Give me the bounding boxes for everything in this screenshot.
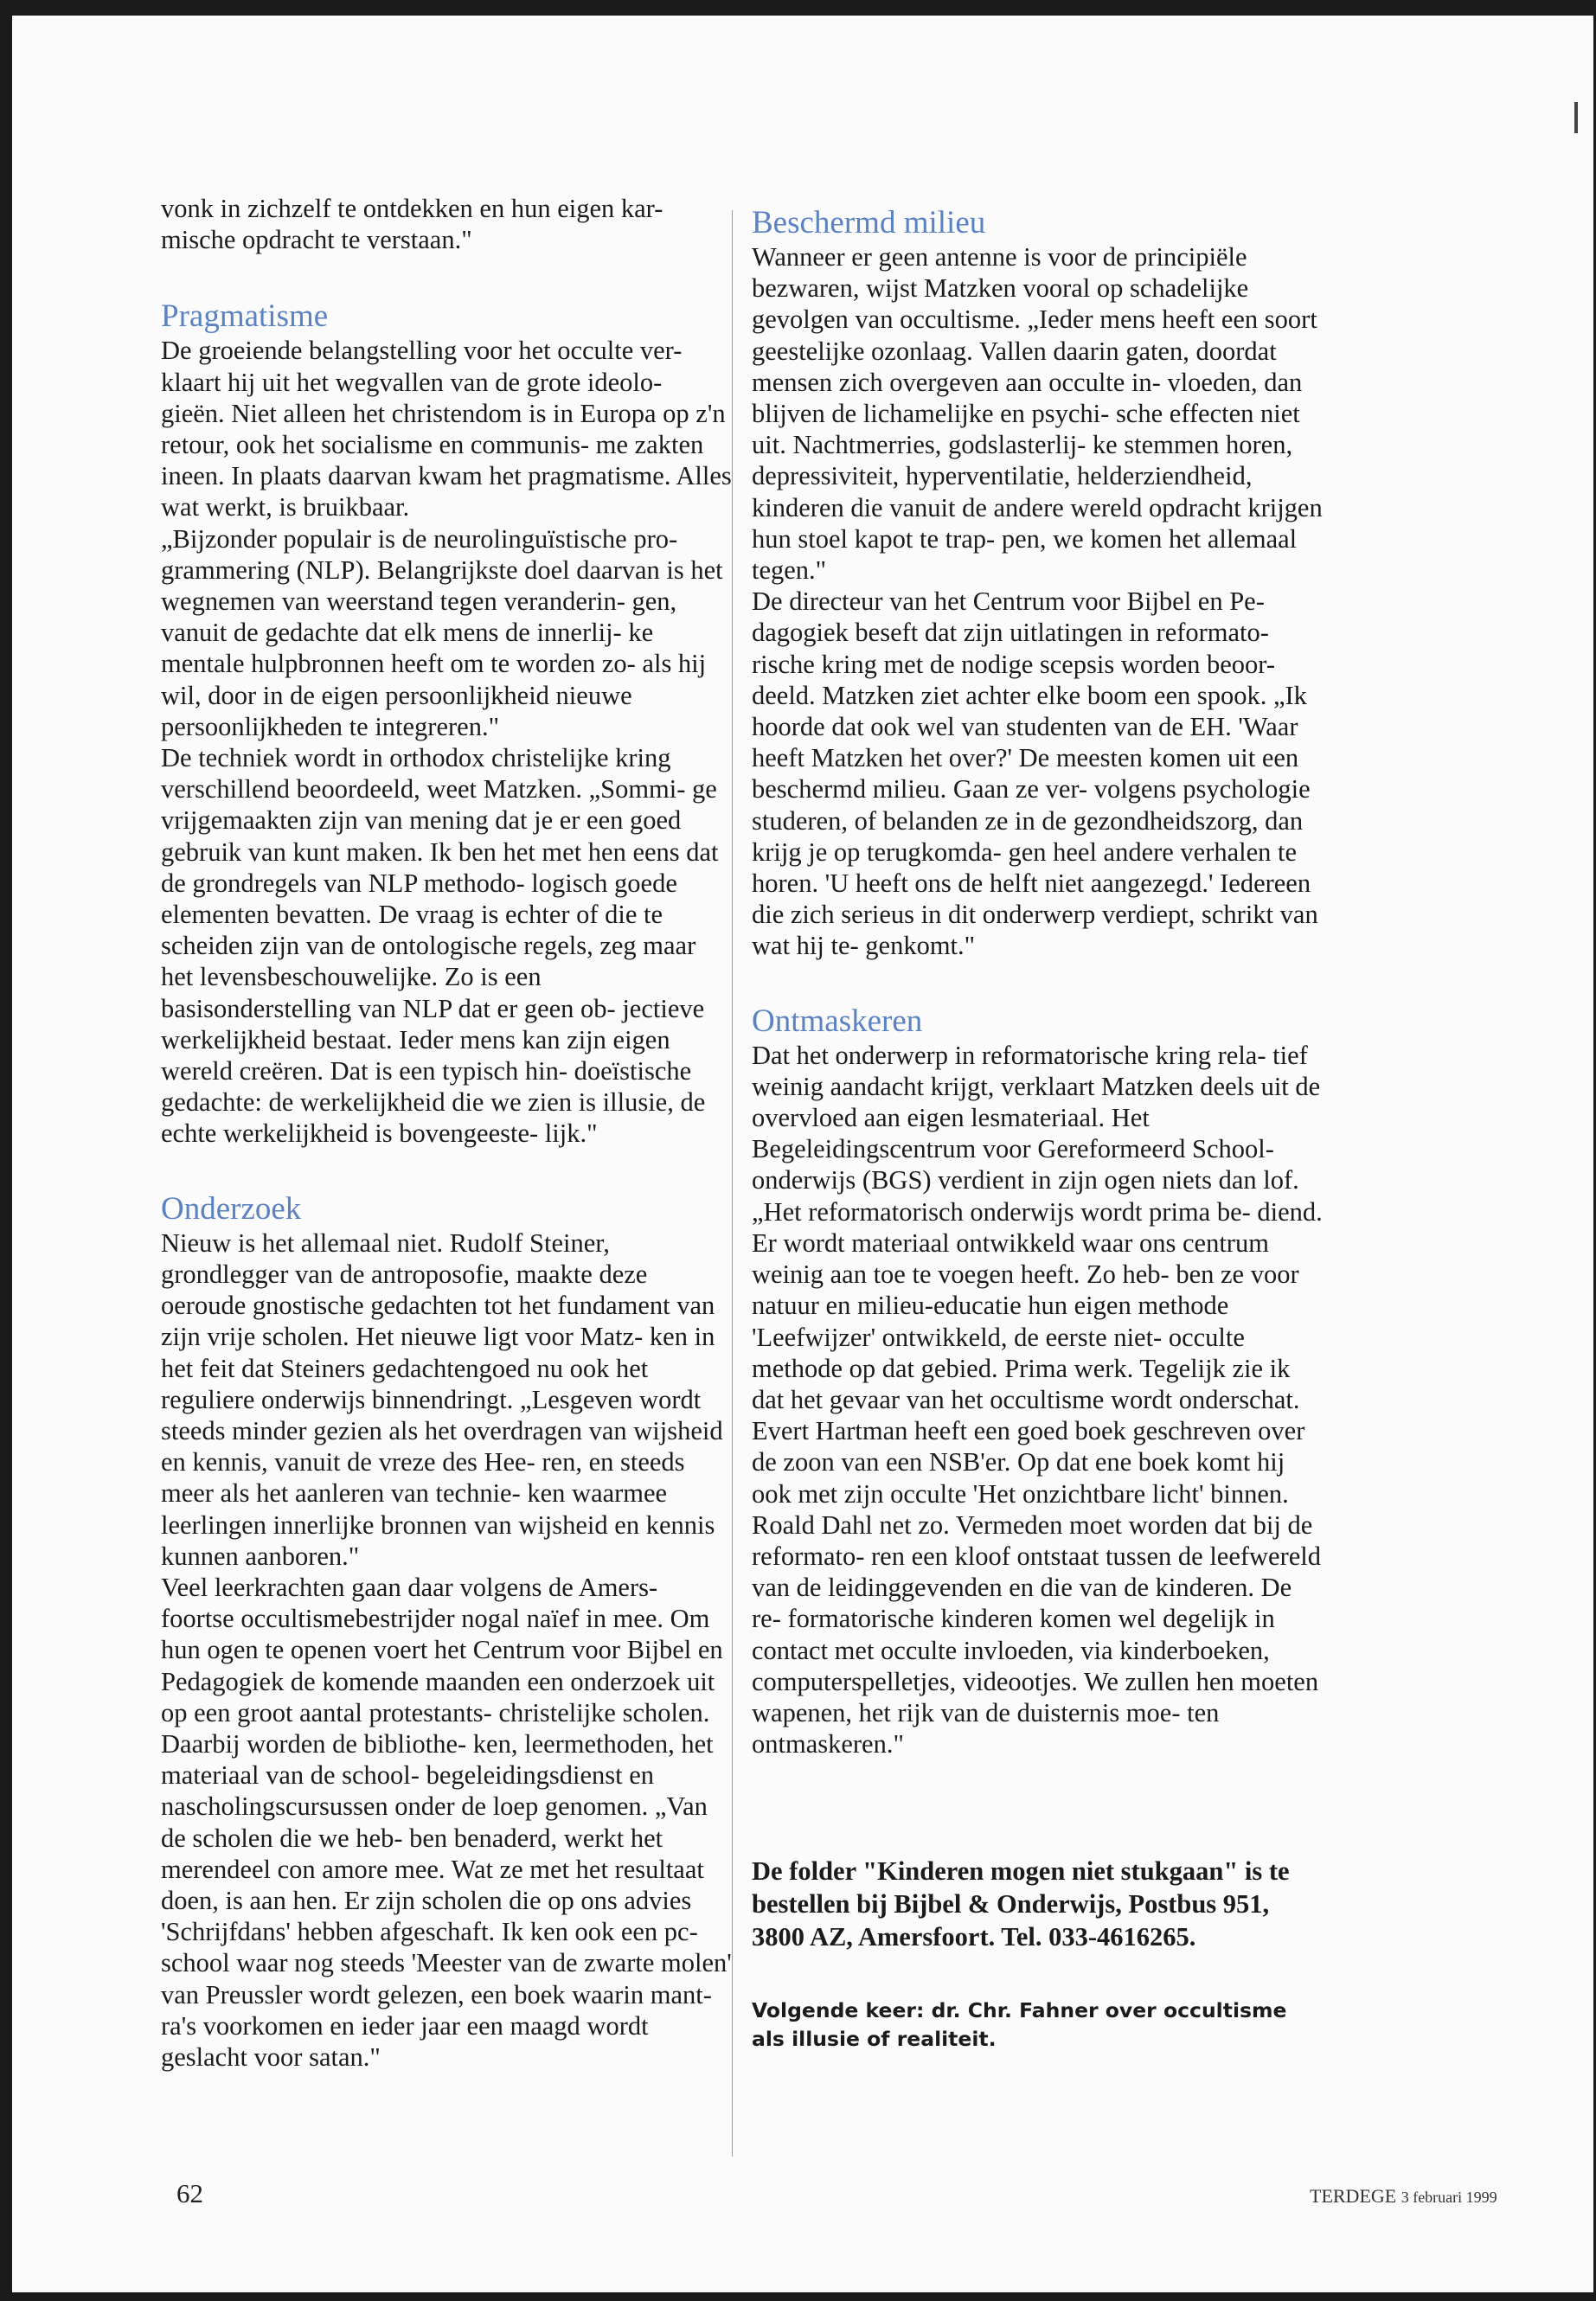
pragmatisme-paragraph-1: De groeiende belangstelling voor het occulte ver- klaart hij uit het wegvallen van de grote ideolo- gieën. Niet alleen het christendom is in Europa op z'n retour, ook het socialisme en communis- me zakten ineen. In plaats daarvan kwam het pragmatisme. Alles wat werkt, is bruikbaar.	[161, 336, 732, 522]
right-column	[752, 193, 1323, 2054]
onderzoek-paragraph-2: Veel leerkrachten gaan daar volgens de Amers- foortse occultismebestrijder nogal naïef in mee. Om hun ogen te openen voert het Centrum voor Bijbel en Pedagogiek de komende maanden een onderzoek uit op een groot aantal protestants- christelijke scholen. Daarbij worden de bibliothe- ken, leermethoden, het materiaal van de school- begeleidingsdienst en nascholingscursussen onder de loep genomen. „Van de scholen die we heb- ben benaderd, werkt het merendeel con amore mee. Wat ze met het resultaat doen, is aan hen. Er zijn scholen die op ons advies 'Schrijfdans' hebben afgeschaft. Ik ken ook een pc-school waar nog steeds 'Meester van de zwarte molen' van Preussler wordt gelezen, een boek waarin mant- ra's voorkomen en ieder jaar een maagd wordt geslacht voor satan."	[161, 1572, 732, 2072]
pragmatisme-paragraph-2: „Bijzonder populair is de neurolinguïstische pro- grammering (NLP). Belangrijkste doel daarvan is het wegnemen van weerstand tegen veranderin- gen, vanuit de gedachte dat elk mens de innerlij- ke mentale hulpbronnen heeft om te worden zo- als hij wil, door in de eigen persoonlijkheid nieuwe persoonlijkheden te integreren."	[161, 523, 723, 741]
issue-date: 3 februari 1999	[1401, 2189, 1497, 2206]
column-divider	[732, 210, 733, 2157]
left-column	[161, 193, 732, 2073]
folder-notice: De folder "Kinderen mogen niet stukgaan" is te bestellen bij Bijbel & Onderwijs, Postbus 951, 3800 AZ, Amersfoort. Tel. 033-4616265.	[752, 1856, 1290, 1952]
onderzoek-paragraph-1: Nieuw is het allemaal niet. Rudolf Steiner, grondlegger van de antroposofie, maakte deze oeroude gnostische gedachten tot het fundament van zijn vrije scholen. Het nieuwe ligt voor Matz- ken in het feit dat Steiners gedachtengoed nu ook het reguliere onderwijs binnendringt. „Lesgeven wordt steeds minder gezien als het overdragen van wijsheid en kennis, vanuit de vreze des Hee- ren, en steeds meer als het aanleren van techniе- ken waarmee leerlingen innerlijke bronnen van wijsheid en kennis kunnen aanboren."	[161, 1227, 723, 1571]
heading-beschermd-milieu: Beschermd milieu	[752, 205, 986, 240]
next-time-teaser: Volgende keer: dr. Chr. Fahner over occultisme als illusie of realiteit.	[752, 1998, 1287, 2052]
heading-onderzoek: Onderzoek	[161, 1190, 302, 1227]
beschermd-paragraph-1: Wanneer er geen antenne is voor de principiële bezwaren, wijst Matzken vooral op schadelijke gevolgen van occultisme. „Ieder mens heeft een soort geestelijke ozonlaag. Vallen daarin gaten, doordat mensen zich overgeven aan occulte in- vloeden, dan blijven de lichamelijke en psychi- sche effecten niet uit. Nachtmerries, godslasterlij- ke stemmen horen, depressiviteit, hyperventilatie, helderziendheid, kinderen die vanuit de andere wereld opdracht krijgen hun stoel kapot te trap- pen, we komen het allemaal tegen."	[752, 242, 1323, 586]
page-number: 62	[176, 2178, 203, 2208]
intro-paragraph: vonk in zichzelf te ontdekken en hun eigen kar- mische opdracht te verstaan."	[161, 194, 663, 255]
magazine-page	[12, 16, 1593, 2292]
heading-ontmaskeren: Ontmaskeren	[752, 1003, 923, 1039]
edge-mark	[1574, 102, 1578, 133]
heading-pragmatisme: Pragmatisme	[161, 298, 329, 335]
ontmaskeren-paragraph-2: „Het reformatorisch onderwijs wordt prima be- diend. Er wordt materiaal ontwikkeld waar ons centrum weinig aan toe te voegen heeft. Zo heb- ben ze voor natuur en milieu-educatie hun eigen methode 'Leefwijzer' ontwikkeld, de eerste niet- occulte methode op dat gebied. Prima werk. Tegelijk zie ik dat het gevaar van het occultisme wordt onderschat. Evert Hartman heeft een goed boek geschreven over de zoon van een NSB'er. Op dat ene boek komt hij ook met zijn occulte 'Het onzichtbare licht' binnen. Roald Dahl net zo. Vermeden moet worden dat bij de reformato- ren een kloof ontstaat tussen de leefwereld van de leidinggevenden en die van de kinderen. De re- formatorische kinderen komen wel degelijk in contact met occulte invloeden, via kinderboeken, computerspelletjes, videootjes. We zullen hen moeten wapenen, het rijk van de duisternis moe- ten ontmaskeren."	[752, 1196, 1323, 1759]
ontmaskeren-paragraph-1: Dat het onderwerp in reformatorische kring rela- tief weinig aandacht krijgt, verklaart Matzken deels uit de overvloed aan eigen lesmateriaal. Het Begeleidingscentrum voor Gereformeerd School- onderwijs (BGS) verdient in zijn ogen niets dan lof.	[752, 1040, 1321, 1195]
pragmatisme-paragraph-3: De techniek wordt in orthodox christelijke kring verschillend beoordeeld, weet Matzken. „Sommi- ge vrijgemaakten zijn van mening dat je er een goed gebruik van kunt maken. Ik ben het met hen eens dat de grondregels van NLP methodo- logisch goede elementen bevatten. De vraag is echter of die te scheiden zijn van de ontologische regels, zeg maar het levensbeschouwelijke. Zo is een basisonderstelling van NLP dat er geen ob- jectieve werkelijkheid bestaat. Ieder mens kan zijn eigen wereld creëren. Dat is een typisch hin- doeïstische gedachte: de werkelijkheid die we zien is illusie, de echte werkelijkheid is bovengeeste- lijk."	[161, 743, 719, 1149]
magazine-name: TERDEGE	[1310, 2185, 1397, 2207]
beschermd-paragraph-2: De directeur van het Centrum voor Bijbel en Pe- dagogiek beseft dat zijn uitlatingen in reformato- rische kring met de nodige scepsis worden beoor- deeld. Matzken ziet achter elke boom een spook. „Ik hoorde dat ook wel van studenten van de EH. 'Waar heeft Matzken het over?' De meesten komen uit een beschermd milieu. Gaan ze ver- volgens psychologie studeren, of belanden ze in de gezondheidszorg, dan krijg je op terugkomda- gen heel andere verhalen te horen. 'U heeft ons de helft niet aangezegd.' Iedereen die zich serieus in dit onderwerp verdiept, schrikt van wat hij te- genkomt."	[752, 586, 1318, 961]
footer-credit	[1310, 2185, 1497, 2208]
